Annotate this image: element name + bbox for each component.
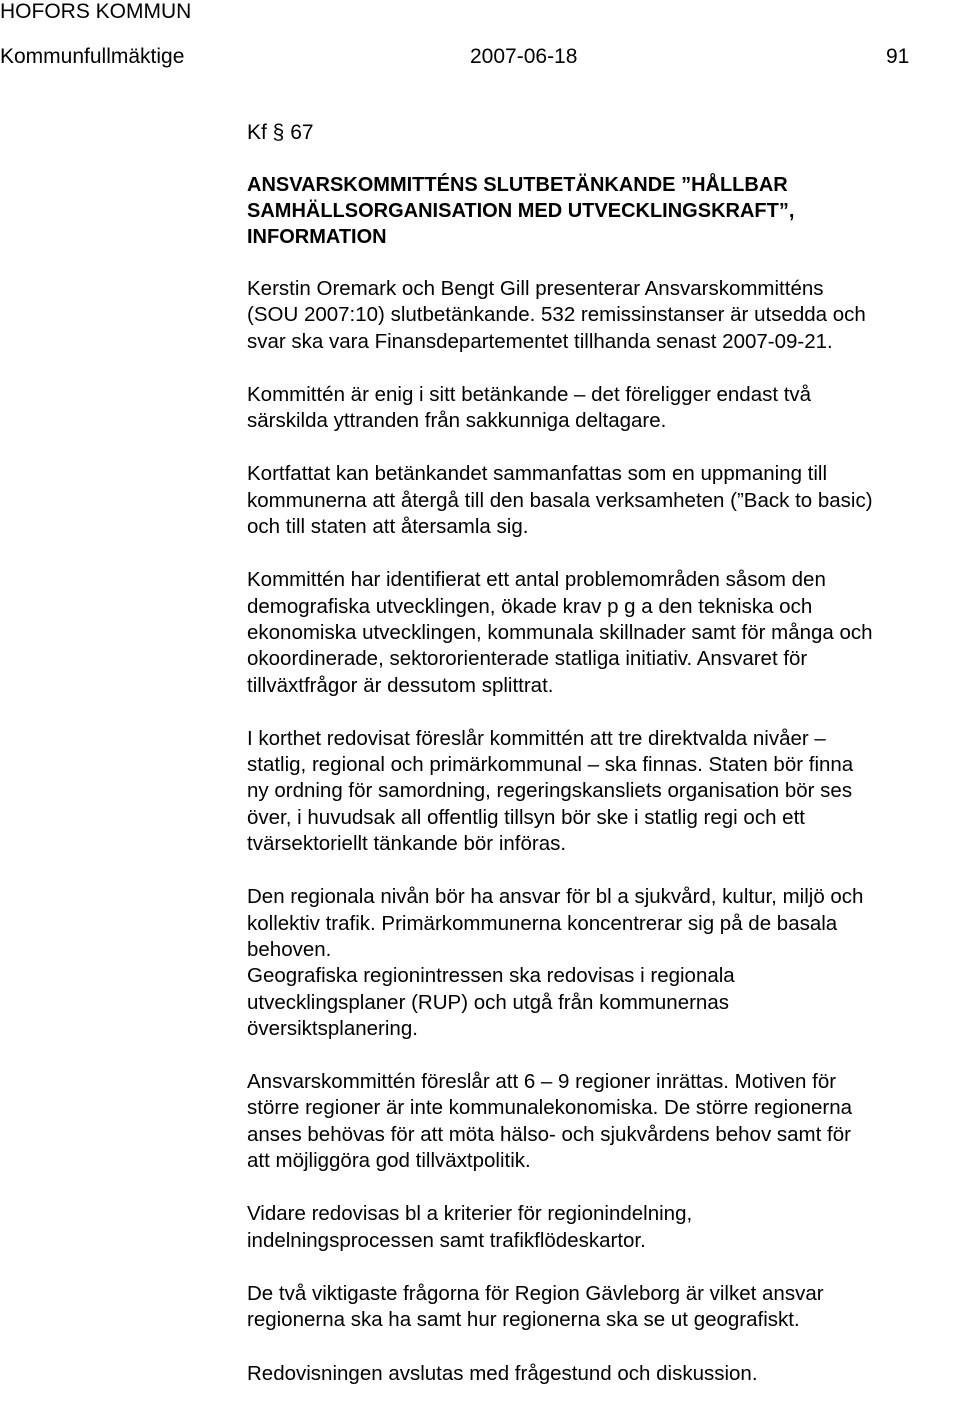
page-number: 91 [886,45,910,68]
organization-name: HOFORS KOMMUN [0,0,192,23]
paragraph [247,726,960,857]
paragraph-line: större regioner är inte kommunalekonomiska. De större regionerna [247,1096,853,1120]
paragraph-line: demografiska utvecklingen, ökade krav p g a den tekniska och [247,594,813,618]
paragraph [247,884,960,963]
paragraph [247,1201,960,1254]
document-title [247,172,960,250]
paragraph-line: Kommittén har identifierat ett antal problemområden såsom den [247,568,826,592]
paragraph-line: Den regionala nivån bör ha ansvar för bl a sjukvård, kultur, miljö och [247,885,864,909]
paragraph-line: översiktsplanering. [247,1016,418,1040]
section-number: Kf § 67 [247,121,314,144]
paragraph-line: Kerstin Oremark och Bengt Gill presenterar Ansvarskommitténs [247,277,824,300]
paragraph-line: De två viktigaste frågorna för Region Gävleborg är vilket ansvar [247,1281,824,1305]
paragraph-line: Geografiska regionintressen ska redovisas i regionala [247,964,735,988]
title-line: SAMHÄLLSORGANISATION MED UTVECKLINGSKRAFT”, [247,200,795,222]
paragraph [247,461,960,540]
paragraph-line: anses behövas för att möta hälso- och sjukvårdens behov samt för [247,1122,851,1146]
paragraph-line: över, i huvudsak all offentlig tillsyn bör ske i statlig regi och ett [247,805,805,829]
paragraph-line: regionerna ska ha samt hur regionerna ska se ut geografiskt. [247,1308,800,1332]
paragraph-list [247,276,960,1387]
title-line: ANSVARSKOMMITTÉNS SLUTBETÄNKANDE ”HÅLLBAR [247,174,788,196]
paragraph [247,567,960,698]
paragraph-line: ekonomiska utvecklingen, kommunala skillnader samt för många och [247,620,873,644]
paragraph-line: kommunerna att återgå till den basala verksamheten (”Back to basic) [247,488,873,512]
paragraph-line: ny ordning för samordning, regeringskansliets organisation bör ses [247,779,853,803]
paragraph-line: statlig, regional och primärkommunal – ska finnas. Staten bör finna [247,753,854,777]
paragraph-line: tillväxtfrågor är dessutom splittrat. [247,673,554,697]
document-body [247,120,960,1414]
paragraph-line: I korthet redovisat föreslår kommittén att tre direktvalda nivåer – [247,726,826,750]
paragraph [247,1361,960,1387]
paragraph [247,1069,960,1174]
paragraph-line: indelningsprocessen samt trafikflödeskartor. [247,1228,646,1252]
paragraph [247,276,960,355]
paragraph-line: att möjliggöra god tillväxtpolitik. [247,1149,531,1173]
paragraph-line: behoven. [247,937,332,961]
title-line: INFORMATION [247,226,387,248]
paragraph-line: och till staten att återsamla sig. [247,515,529,539]
paragraph-line: särskilda yttranden från sakkunniga deltagare. [247,409,667,433]
paragraph-line: Redovisningen avslutas med frågestund och diskussion. [247,1361,758,1385]
paragraph-line: kollektiv trafik. Primärkommunerna koncentrerar sig på de basala [247,911,838,935]
paragraph-line: tvärsektoriellt tänkande bör införas. [247,832,567,856]
paragraph-line: utvecklingsplaner (RUP) och utgå från kommunernas [247,990,729,1014]
meeting-date: 2007-06-18 [470,45,578,68]
paragraph-line: okoordinerade, sektororienterade statliga initiativ. Ansvaret för [247,647,808,671]
paragraph-line: Kommittén är enig i sitt betänkande – det föreligger endast två [247,382,812,406]
paragraph-line: Ansvarskommittén föreslår att 6 – 9 regioner inrättas. Motiven för [247,1070,837,1094]
paragraph-line: Vidare redovisas bl a kriterier för regionindelning, [247,1202,693,1226]
paragraph-line: (SOU 2007:10) slutbetänkande. 532 remissinstanser är utsedda och [247,303,866,327]
paragraph [247,1281,960,1334]
paragraph-line: Kortfattat kan betänkandet sammanfattas som en uppmaning till [247,462,828,486]
meeting-body: Kommunfullmäktige [0,45,185,68]
paragraph [247,382,960,435]
paragraph [247,963,960,1042]
paragraph-line: svar ska vara Finansdepartementet tillhanda senast 2007-09-21. [247,329,833,353]
